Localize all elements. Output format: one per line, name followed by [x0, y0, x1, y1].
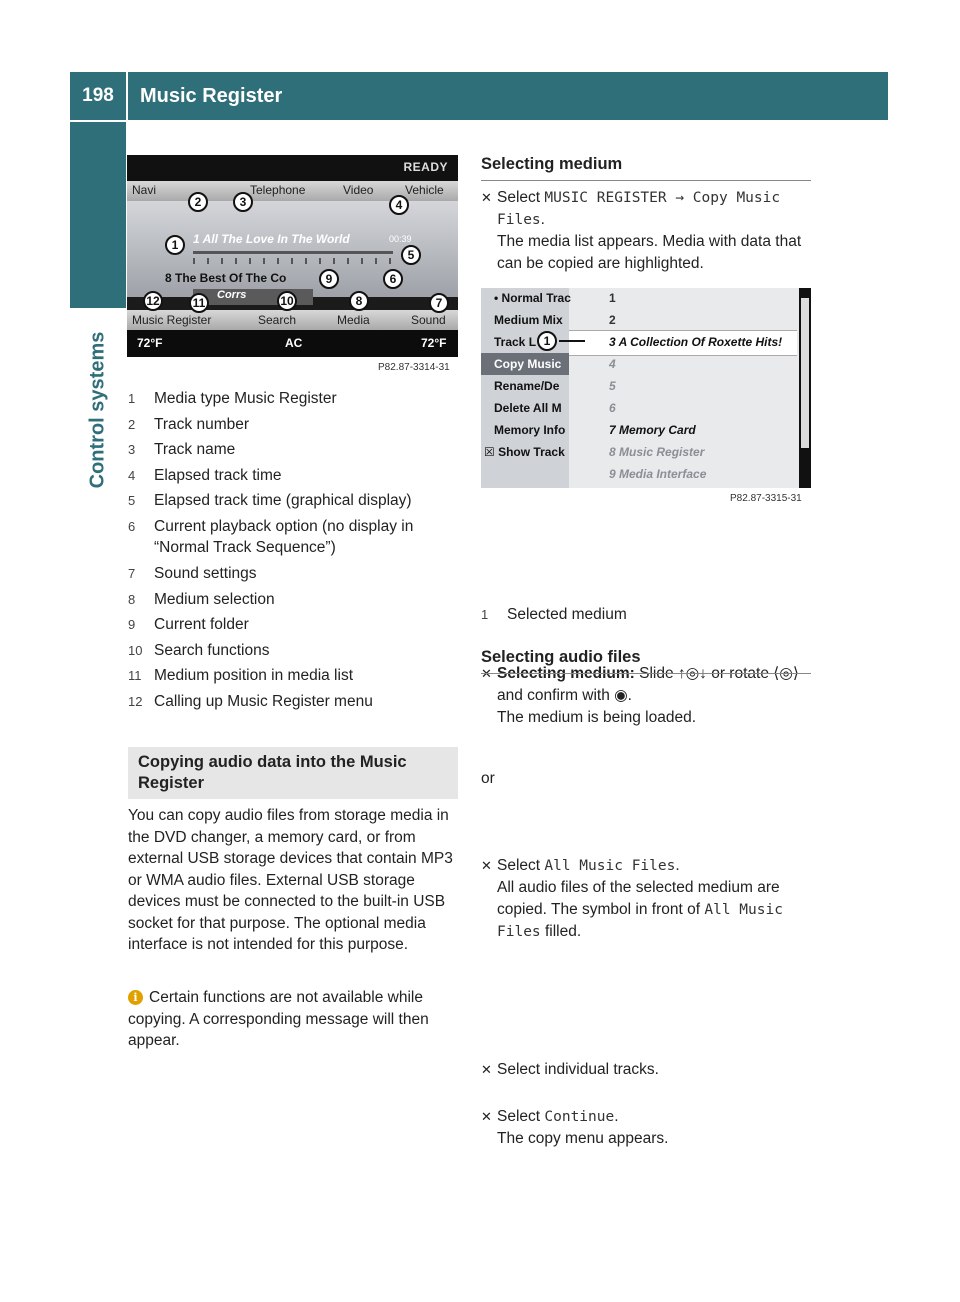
callout-11: 11 — [189, 293, 209, 313]
legend-list — [128, 386, 458, 715]
callout-7: 7 — [429, 293, 449, 313]
section-heading: Copying audio data into the Music Register — [128, 747, 458, 799]
menu-vehicle: Vehicle — [405, 183, 444, 197]
callout-1: 1 — [537, 331, 557, 351]
medium-item: 7 Memory Card — [609, 423, 696, 437]
page-number: 198 — [70, 72, 126, 120]
page-title: Music Register — [128, 72, 888, 120]
step-select-copy: ✕ Select MUSIC REGISTER → Copy Music Files. The media list appears. Media with data that can be copied are highlighted. — [481, 189, 802, 272]
step-individual: ✕ Select individual tracks. — [481, 1061, 659, 1078]
ac-label: AC — [285, 336, 303, 350]
status-text: READY — [403, 160, 448, 174]
legend-item: 9 Current folder — [128, 616, 249, 634]
callout-3: 3 — [233, 192, 253, 212]
menu-telephone: Telephone — [250, 183, 306, 197]
heading-selecting-medium: Selecting medium — [481, 155, 811, 181]
menu-video: Video — [343, 183, 374, 197]
callout-4: 4 — [389, 195, 409, 215]
elapsed-time: 00:39 — [389, 234, 412, 244]
legend-item: 3 Track name — [128, 441, 236, 459]
menu-navi: Navi — [132, 183, 157, 197]
menu-item-selected: Copy Music — [481, 353, 569, 375]
callout-1: 1 — [165, 235, 185, 255]
info-note: i Certain functions are not available while copying. A corresponding message will then appear. — [128, 989, 429, 1049]
or-text: or — [481, 770, 495, 787]
menu-item: Delete All M — [494, 401, 562, 415]
callout-6: 6 — [383, 269, 403, 289]
callout-2: 2 — [188, 192, 208, 212]
legend-item: 10 Search functions — [128, 641, 270, 659]
current-folder: Corrs — [193, 289, 313, 305]
legend-item: 12 Calling up Music Register menu — [128, 692, 373, 710]
callout-5: 5 — [401, 245, 421, 265]
callout-9: 9 — [319, 269, 339, 289]
legend-item: 2 Track number — [128, 415, 250, 433]
legend-item: 8 Medium selection — [128, 590, 275, 608]
figure1-caption: P82.87-3314-31 — [378, 362, 450, 373]
medium-item: 1 — [609, 291, 616, 305]
progress-bar — [193, 251, 393, 254]
legend-item: 1 Media type Music Register — [128, 390, 337, 407]
legend-item: 6 Current playback option (no display in “Normal Track Sequence”) — [128, 517, 414, 557]
medium-item: 6 — [609, 401, 616, 415]
figure-media-list — [481, 288, 811, 488]
track-name: 1 All The Love In The World — [193, 232, 350, 246]
temp-right: 72°F — [421, 336, 447, 350]
menu-item: ☒ Show Track — [484, 445, 565, 459]
medium-item: 8 Music Register — [609, 445, 705, 459]
legend-item: 7 Sound settings — [128, 564, 257, 582]
menu-search: Search — [258, 313, 297, 327]
callout-10: 10 — [277, 291, 297, 311]
step-selecting-medium: ✕ Selecting medium: Slide ↑◎↓ or rotate ⟨◎⟩ and confirm with ◉. The medium is being loaded. — [481, 665, 799, 726]
legend-selected-medium: 1 Selected medium — [481, 606, 627, 623]
menu-item: Medium Mix — [494, 313, 563, 327]
menu-item: Memory Info — [494, 423, 566, 437]
medium-item-selected: 3 A Collection Of Roxette Hits! — [609, 335, 783, 349]
legend-item: 5 Elapsed track time (graphical display) — [128, 492, 412, 510]
legend-item: 4 Elapsed track time — [128, 466, 282, 484]
medium-line: 8 The Best Of The Co — [165, 271, 287, 285]
info-icon: i — [128, 990, 143, 1005]
scrollbar — [799, 288, 811, 488]
step-continue: ✕ Select Continue. The copy menu appears. — [481, 1108, 669, 1147]
medium-item: 9 Media Interface — [609, 467, 707, 481]
temp-left: 72°F — [137, 336, 163, 350]
menu-item: Rename/De — [494, 379, 560, 393]
section-body: You can copy audio files from storage media in the DVD changer, a memory card, or from external USB storage devices that contain MP3 or WMA audio files. External USB storage devices must be connected to the built-in USB socket for that purpose. The optional media interface is not intended for this purpose. — [128, 807, 453, 953]
callout-8: 8 — [349, 291, 369, 311]
figure2-caption: P82.87-3315-31 — [730, 493, 802, 504]
menu-music-register: Music Register — [132, 313, 212, 327]
legend-item: 11 Medium position in media list — [128, 667, 354, 685]
menu-sound: Sound — [411, 313, 446, 327]
heading-selecting-audio: Selecting audio files — [481, 648, 811, 674]
side-label: Control systems — [86, 331, 109, 489]
medium-item: 5 — [609, 379, 616, 393]
side-tab — [70, 122, 126, 308]
callout-12: 12 — [143, 291, 163, 311]
figure-music-register-display — [127, 155, 458, 357]
medium-item: 4 — [609, 357, 616, 371]
medium-item: 2 — [609, 313, 616, 327]
menu-item: • Normal Trac — [494, 291, 571, 305]
menu-item: Track L — [494, 335, 537, 349]
menu-media: Media — [337, 313, 370, 327]
step-select-all: ✕ Select All Music Files. All audio files of the selected medium are copied. The symbol in front of All Music Files filled. — [481, 857, 783, 940]
